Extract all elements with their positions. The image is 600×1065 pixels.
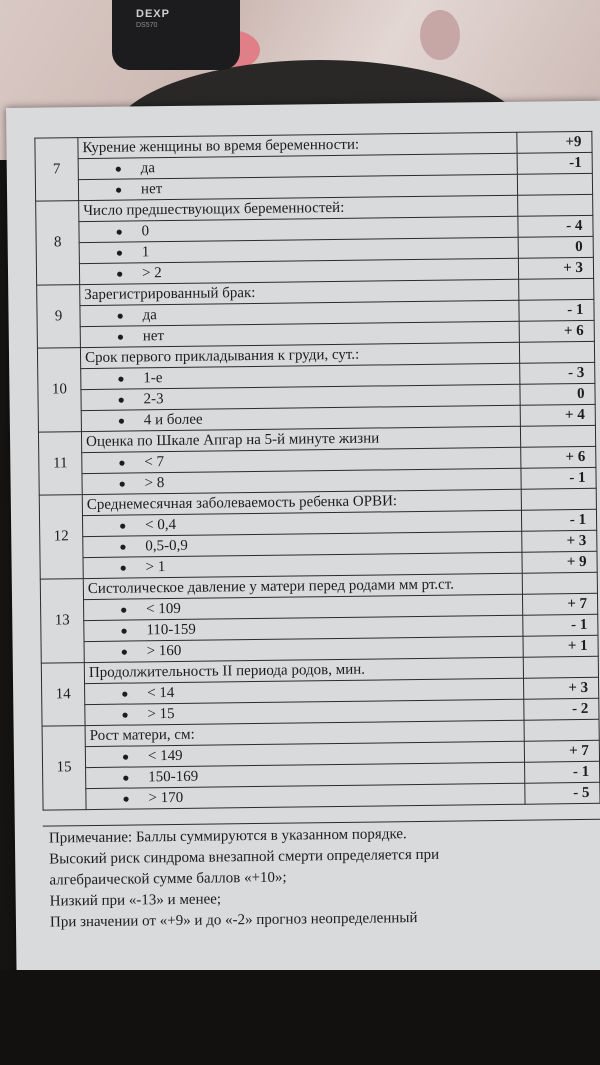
- option-score: - 5: [525, 782, 600, 804]
- paper-sheet: [6, 101, 600, 978]
- option-score: + 6: [521, 446, 596, 468]
- question-title: Зарегистрированный брак:: [80, 279, 519, 305]
- question-number: 10: [37, 348, 81, 433]
- fabric-pattern: [420, 10, 460, 60]
- option-score: + 9: [522, 551, 597, 573]
- option-score: - 4: [518, 215, 593, 237]
- question-title: Продолжительность II периода родов, мин.: [84, 657, 523, 683]
- question-score: [520, 425, 595, 447]
- option-label: 0: [141, 222, 150, 239]
- option-label: > 2: [141, 264, 162, 281]
- question-number: 11: [38, 432, 82, 496]
- option-score: + 3: [518, 257, 593, 279]
- note-line: Низкий при «-13» и менее;: [49, 891, 222, 910]
- bullet-icon: ●: [116, 308, 124, 323]
- option-score: + 4: [520, 404, 595, 426]
- speaker-model-label: DS570: [136, 22, 158, 29]
- bullet-icon: ●: [121, 686, 129, 701]
- bullet-icon: ●: [121, 749, 130, 764]
- option-label: да: [140, 159, 156, 176]
- bullet-icon: ●: [118, 476, 126, 491]
- bullet-icon: ●: [116, 329, 125, 344]
- option-label: > 8: [144, 474, 165, 491]
- bullet-icon: ●: [120, 644, 128, 659]
- option-score: + 7: [522, 593, 597, 615]
- option-score: -1: [517, 152, 592, 174]
- option-score: - 1: [519, 299, 594, 321]
- option-score: - 1: [521, 467, 596, 489]
- note-block: [43, 819, 600, 936]
- speaker-brand-logo: DEXP: [136, 8, 170, 20]
- bullet-icon: ●: [117, 413, 126, 428]
- question-title: Среднемесячная заболеваемость ребенка ОРВИ:: [82, 489, 521, 515]
- note-line: Высокий риск синдрома внезапной смерти определяется при: [49, 846, 440, 868]
- option-label: > 170: [148, 789, 184, 806]
- option-label: < 7: [144, 453, 165, 470]
- question-title: Срок первого прикладывания к груди, сут.:: [80, 342, 519, 368]
- bullet-icon: ●: [122, 770, 130, 785]
- option-score: [517, 173, 592, 195]
- question-score: [524, 719, 599, 741]
- option-label: < 149: [147, 747, 183, 764]
- bullet-icon: ●: [117, 371, 125, 386]
- bullet-icon: ●: [120, 623, 128, 638]
- bullet-icon: ●: [119, 518, 127, 533]
- option-score: + 7: [524, 740, 599, 762]
- option-label: 1: [141, 243, 150, 260]
- bullet-icon: ●: [119, 539, 127, 554]
- question-number: 15: [42, 726, 86, 811]
- question-score: [518, 194, 593, 216]
- note-line: Примечание: Баллы суммируются в указанном порядке.: [48, 826, 407, 847]
- note-line: алгебраической сумме баллов «+10»;: [49, 869, 287, 889]
- option-score: - 1: [523, 614, 598, 636]
- option-score: - 3: [520, 362, 595, 384]
- speaker-device: [112, 0, 240, 70]
- question-number: 13: [40, 579, 84, 664]
- option-score: 0: [518, 236, 593, 258]
- option-label: нет: [140, 180, 163, 197]
- bullet-icon: ●: [119, 560, 127, 575]
- option-label: 0,5-0,9: [145, 537, 188, 554]
- scoring-table: [34, 131, 600, 811]
- option-score: + 3: [522, 530, 597, 552]
- option-score: 0: [520, 383, 595, 405]
- question-score: +9: [517, 131, 592, 153]
- question-score: [521, 488, 596, 510]
- option-label: 110-159: [146, 621, 196, 638]
- option-label: < 109: [146, 600, 181, 617]
- question-title: Рост матери, см:: [85, 720, 524, 746]
- option-score: - 1: [521, 509, 596, 531]
- bullet-icon: ●: [120, 602, 128, 617]
- bullet-icon: ●: [115, 245, 124, 260]
- question-title: Оценка по Шкале Апгар на 5-й минуте жизни: [81, 426, 520, 452]
- option-label: 1-е: [143, 369, 163, 386]
- option-label: < 14: [147, 684, 175, 701]
- option-label: > 15: [147, 705, 175, 722]
- bullet-icon: ●: [121, 707, 129, 722]
- option-label: да: [142, 306, 157, 323]
- bullet-icon: ●: [114, 182, 123, 197]
- option-label: нет: [142, 327, 165, 344]
- option-score: - 1: [525, 761, 600, 783]
- question-number: 12: [39, 495, 83, 580]
- question-score: [519, 341, 594, 363]
- bullet-icon: ●: [122, 791, 130, 806]
- dark-background: [0, 970, 600, 1065]
- bullet-icon: ●: [114, 161, 123, 176]
- option-score: + 6: [519, 320, 594, 342]
- bullet-icon: ●: [115, 224, 123, 239]
- option-label: > 1: [145, 558, 166, 575]
- bullet-icon: ●: [118, 455, 126, 470]
- option-score: + 3: [524, 677, 599, 699]
- option-cell: [86, 783, 525, 809]
- option-label: 4 и более: [143, 411, 203, 428]
- option-score: + 1: [523, 635, 598, 657]
- note-line: При значении от «+9» и до «-2» прогноз неопределенный: [49, 910, 418, 931]
- question-score: [519, 278, 594, 300]
- option-label: 150-169: [148, 768, 199, 785]
- option-label: 2-3: [143, 390, 164, 407]
- question-number: 7: [35, 138, 79, 202]
- question-number: 14: [41, 663, 85, 727]
- question-number: 9: [37, 285, 81, 349]
- question-score: [522, 572, 597, 594]
- question-title: Систолическое давление у матери перед родами мм рт.ст.: [83, 573, 522, 599]
- question-title: Число предшествующих беременностей:: [79, 195, 518, 221]
- question-title: Курение женщины во время беременности:: [78, 132, 517, 158]
- bullet-icon: ●: [117, 392, 125, 407]
- question-number: 8: [36, 201, 80, 286]
- option-label: > 160: [146, 642, 182, 659]
- bullet-icon: ●: [115, 266, 124, 281]
- option-score: - 2: [524, 698, 599, 720]
- option-label: < 0,4: [145, 516, 177, 533]
- question-score: [523, 656, 598, 678]
